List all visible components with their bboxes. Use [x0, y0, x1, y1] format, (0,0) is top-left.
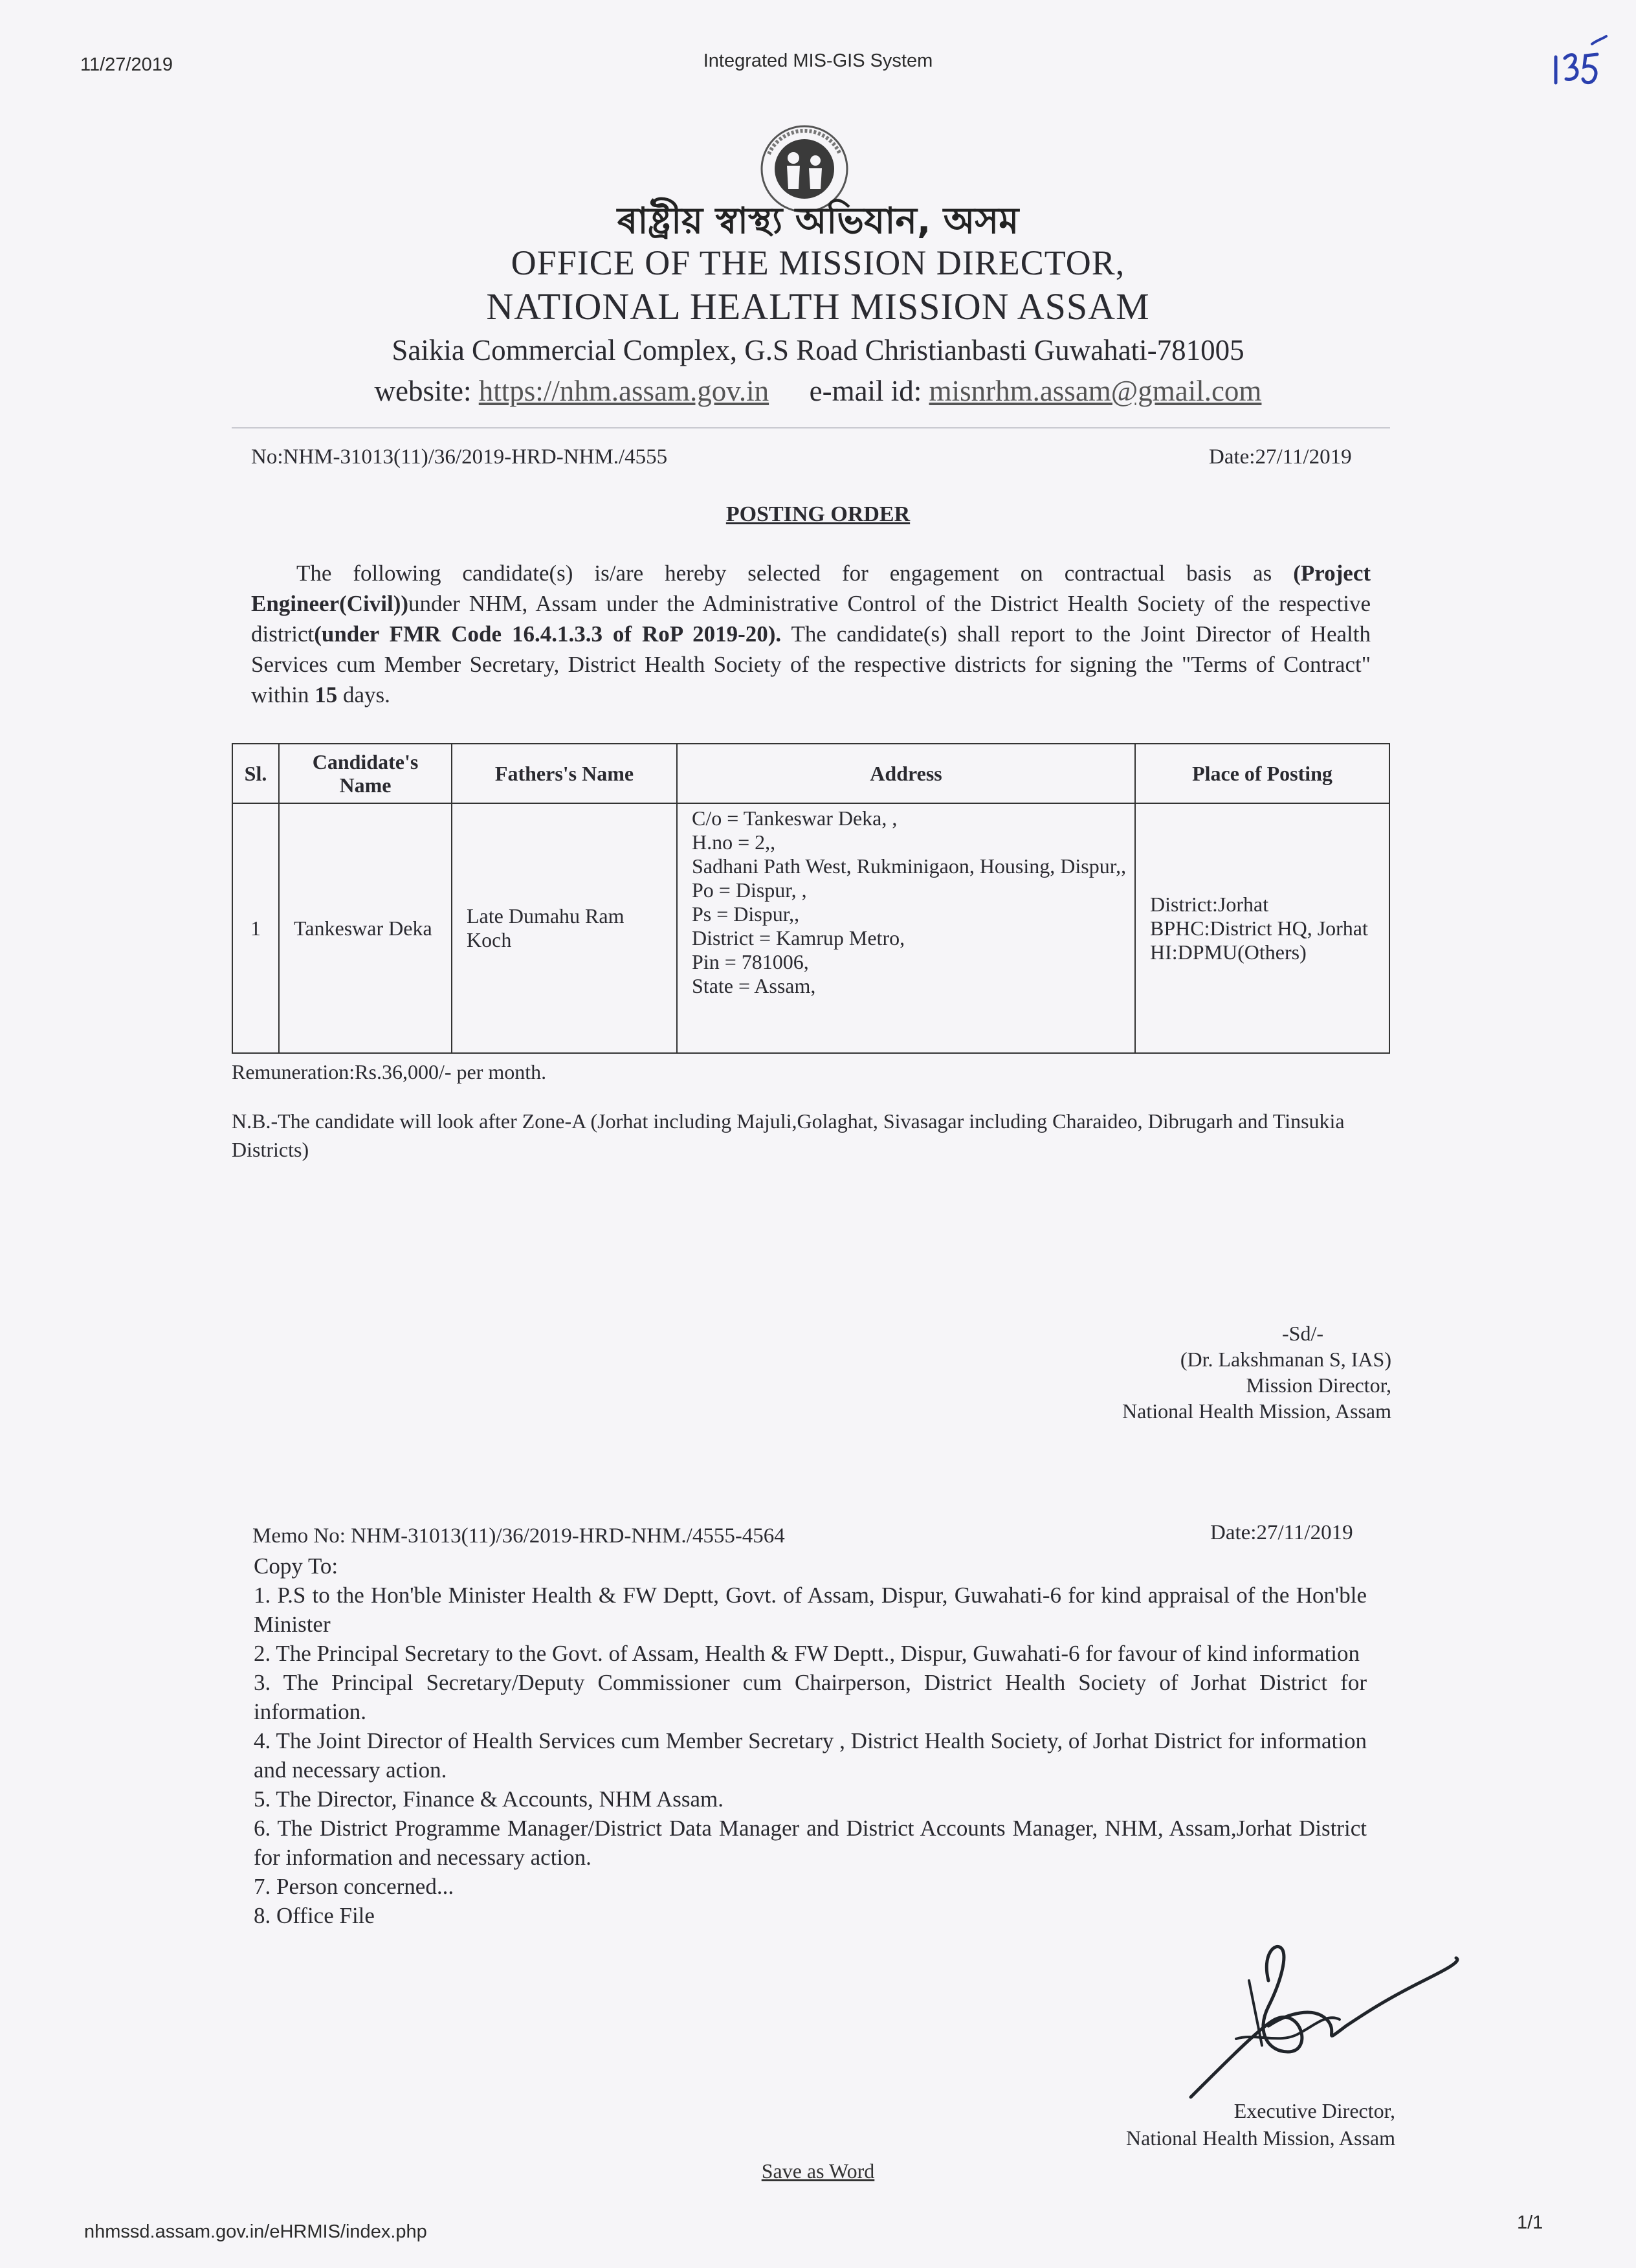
fmr-code: (under FMR Code 16.4.1.3.3 of RoP 2019-20). — [314, 621, 782, 647]
list-item: 2. The Principal Secretary to the Govt. of Assam, Health & FW Deptt., Dispur, Guwahati-6 for favour of kind information — [254, 1641, 1360, 1666]
cell-sl: 1 — [232, 803, 279, 1053]
list-item: 7. Person concerned... — [254, 1874, 454, 1899]
address-line: District = Kamrup Metro, — [692, 926, 905, 950]
handwritten-signature — [1152, 1942, 1476, 2110]
save-as-word-link[interactable]: Save as Word — [761, 2159, 875, 2183]
order-text-4: days. — [342, 682, 390, 707]
posting-line: BPHC:District HQ, Jorhat — [1150, 916, 1368, 940]
email-label: e-mail id: — [809, 375, 922, 407]
remuneration: Remuneration:Rs.36,000/- per month. — [232, 1060, 547, 1084]
address-line: H.no = 2,, — [692, 830, 776, 854]
website-label: website: — [374, 375, 472, 407]
office-title-line1: OFFICE OF THE MISSION DIRECTOR, — [511, 243, 1125, 282]
sd-mark: -Sd/- — [1282, 1322, 1323, 1345]
copy-to-label: Copy To: — [254, 1553, 338, 1579]
cell-father-name: Late Dumahu Ram Koch — [452, 803, 677, 1053]
print-date: 11/27/2019 — [80, 54, 173, 75]
cell-candidate-name: Tankeswar Deka — [279, 803, 452, 1053]
posting-line: District:Jorhat — [1150, 892, 1269, 916]
col-header-father: Fathers's Name — [452, 744, 677, 803]
signatory-designation: Mission Director, — [1246, 1373, 1391, 1397]
executive-block — [997, 2097, 1395, 2151]
memo-date: Date:27/11/2019 — [1210, 1521, 1353, 1544]
order-paragraph — [251, 558, 1371, 710]
report-days: 15 — [315, 682, 338, 707]
order-reference-number: No:NHM-31013(11)/36/2019-HRD-NHM./4555 — [251, 445, 668, 469]
cell-place-of-posting — [1135, 803, 1389, 1053]
address-line: State = Assam, — [692, 974, 816, 997]
address-line: Pin = 781006, — [692, 950, 809, 973]
list-item: 1. P.S to the Hon'ble Minister Health & FW Deptt, Govt. of Assam, Dispur, Guwahati-6 for kind appraisal of the Hon'ble Minister — [254, 1583, 1367, 1637]
posting-line: HI:DPMU(Others) — [1150, 940, 1307, 964]
col-header-address: Address — [677, 744, 1135, 803]
list-item: 4. The Joint Director of Health Services cum Member Secretary , District Health Society, of Jorhat District for information and necessary action. — [254, 1728, 1367, 1783]
list-item: 5. The Director, Finance & Accounts, NHM Assam. — [254, 1786, 724, 1812]
contact-line — [0, 374, 1636, 408]
address-line: Sadhani Path West, Rukminigaon, Housing, Dispur,, — [692, 854, 1127, 878]
print-page-count: 1/1 — [1517, 2212, 1543, 2233]
print-url: nhmssd.assam.gov.in/eHRMIS/index.php — [84, 2221, 427, 2242]
signatory-block — [971, 1320, 1391, 1424]
print-system-title: Integrated MIS-GIS System — [703, 50, 933, 71]
list-item: 6. The District Programme Manager/District Data Manager and District Accounts Manager, NHM, Assam,Jorhat District for information and necessary action. — [254, 1816, 1367, 1870]
handwritten-page-mark-icon — [1547, 31, 1611, 96]
posting-order-title: POSTING ORDER — [725, 502, 911, 526]
signatory-org: National Health Mission, Assam — [1122, 1399, 1391, 1423]
signatory-name: (Dr. Lakshmanan S, IAS) — [1180, 1348, 1391, 1371]
candidate-table — [232, 743, 1390, 1054]
executive-org: National Health Mission, Assam — [1126, 2126, 1395, 2150]
col-header-name: Candidate's Name — [279, 744, 452, 803]
email-link[interactable]: misnrhm.assam@gmail.com — [929, 375, 1262, 407]
address-line: Po = Dispur, , — [692, 878, 807, 902]
office-address: Saikia Commercial Complex, G.S Road Christianbasti Guwahati-781005 — [392, 334, 1244, 366]
nb-note: N.B.-The candidate will look after Zone-A (Jorhat including Majuli,Golaghat, Sivasagar including Charaideo, Dibrugarh and Tinsukia Districts) — [232, 1109, 1345, 1161]
address-line: C/o = Tankeswar Deka, , — [692, 806, 898, 830]
post-name: (Project Engineer(Civil)) — [251, 561, 1371, 616]
office-title-line2: NATIONAL HEALTH MISSION ASSAM — [486, 285, 1150, 328]
assamese-title: ৰাষ্ট্ৰীয় স্বাস্থ্য অভিযান, অসম — [617, 200, 1019, 242]
order-text-3: The candidate(s) shall report to the Joint Director of Health Services cum Member Secretary, District Health Society of the respective districts for signing the "Terms of Contract" within — [251, 621, 1371, 707]
table-header-row — [232, 744, 1389, 803]
table-row — [232, 803, 1389, 1053]
cell-address — [677, 803, 1135, 1053]
address-line: Ps = Dispur,, — [692, 902, 800, 926]
col-header-sl: Sl. — [232, 744, 279, 803]
col-header-posting: Place of Posting — [1135, 744, 1389, 803]
executive-designation: Executive Director, — [1233, 2099, 1395, 2122]
order-text-1: The following candidate(s) is/are hereby selected for engagement on contractual basis as — [296, 561, 1272, 586]
website-link[interactable]: https://nhm.assam.gov.in — [478, 375, 769, 407]
header-divider — [232, 427, 1390, 428]
list-item: 3. The Principal Secretary/Deputy Commissioner cum Chairperson, District Health Society of Jorhat District for information. — [254, 1670, 1367, 1724]
order-date: Date:27/11/2019 — [1209, 445, 1352, 469]
copy-to-list — [254, 1551, 1367, 1930]
order-text-2: under NHM, Assam under the Administrative Control of the District Health Society of the respective district — [251, 591, 1371, 647]
memo-number: Memo No: NHM-31013(11)/36/2019-HRD-NHM./4555-4564 — [252, 1524, 785, 1548]
list-item: 8. Office File — [254, 1903, 375, 1928]
